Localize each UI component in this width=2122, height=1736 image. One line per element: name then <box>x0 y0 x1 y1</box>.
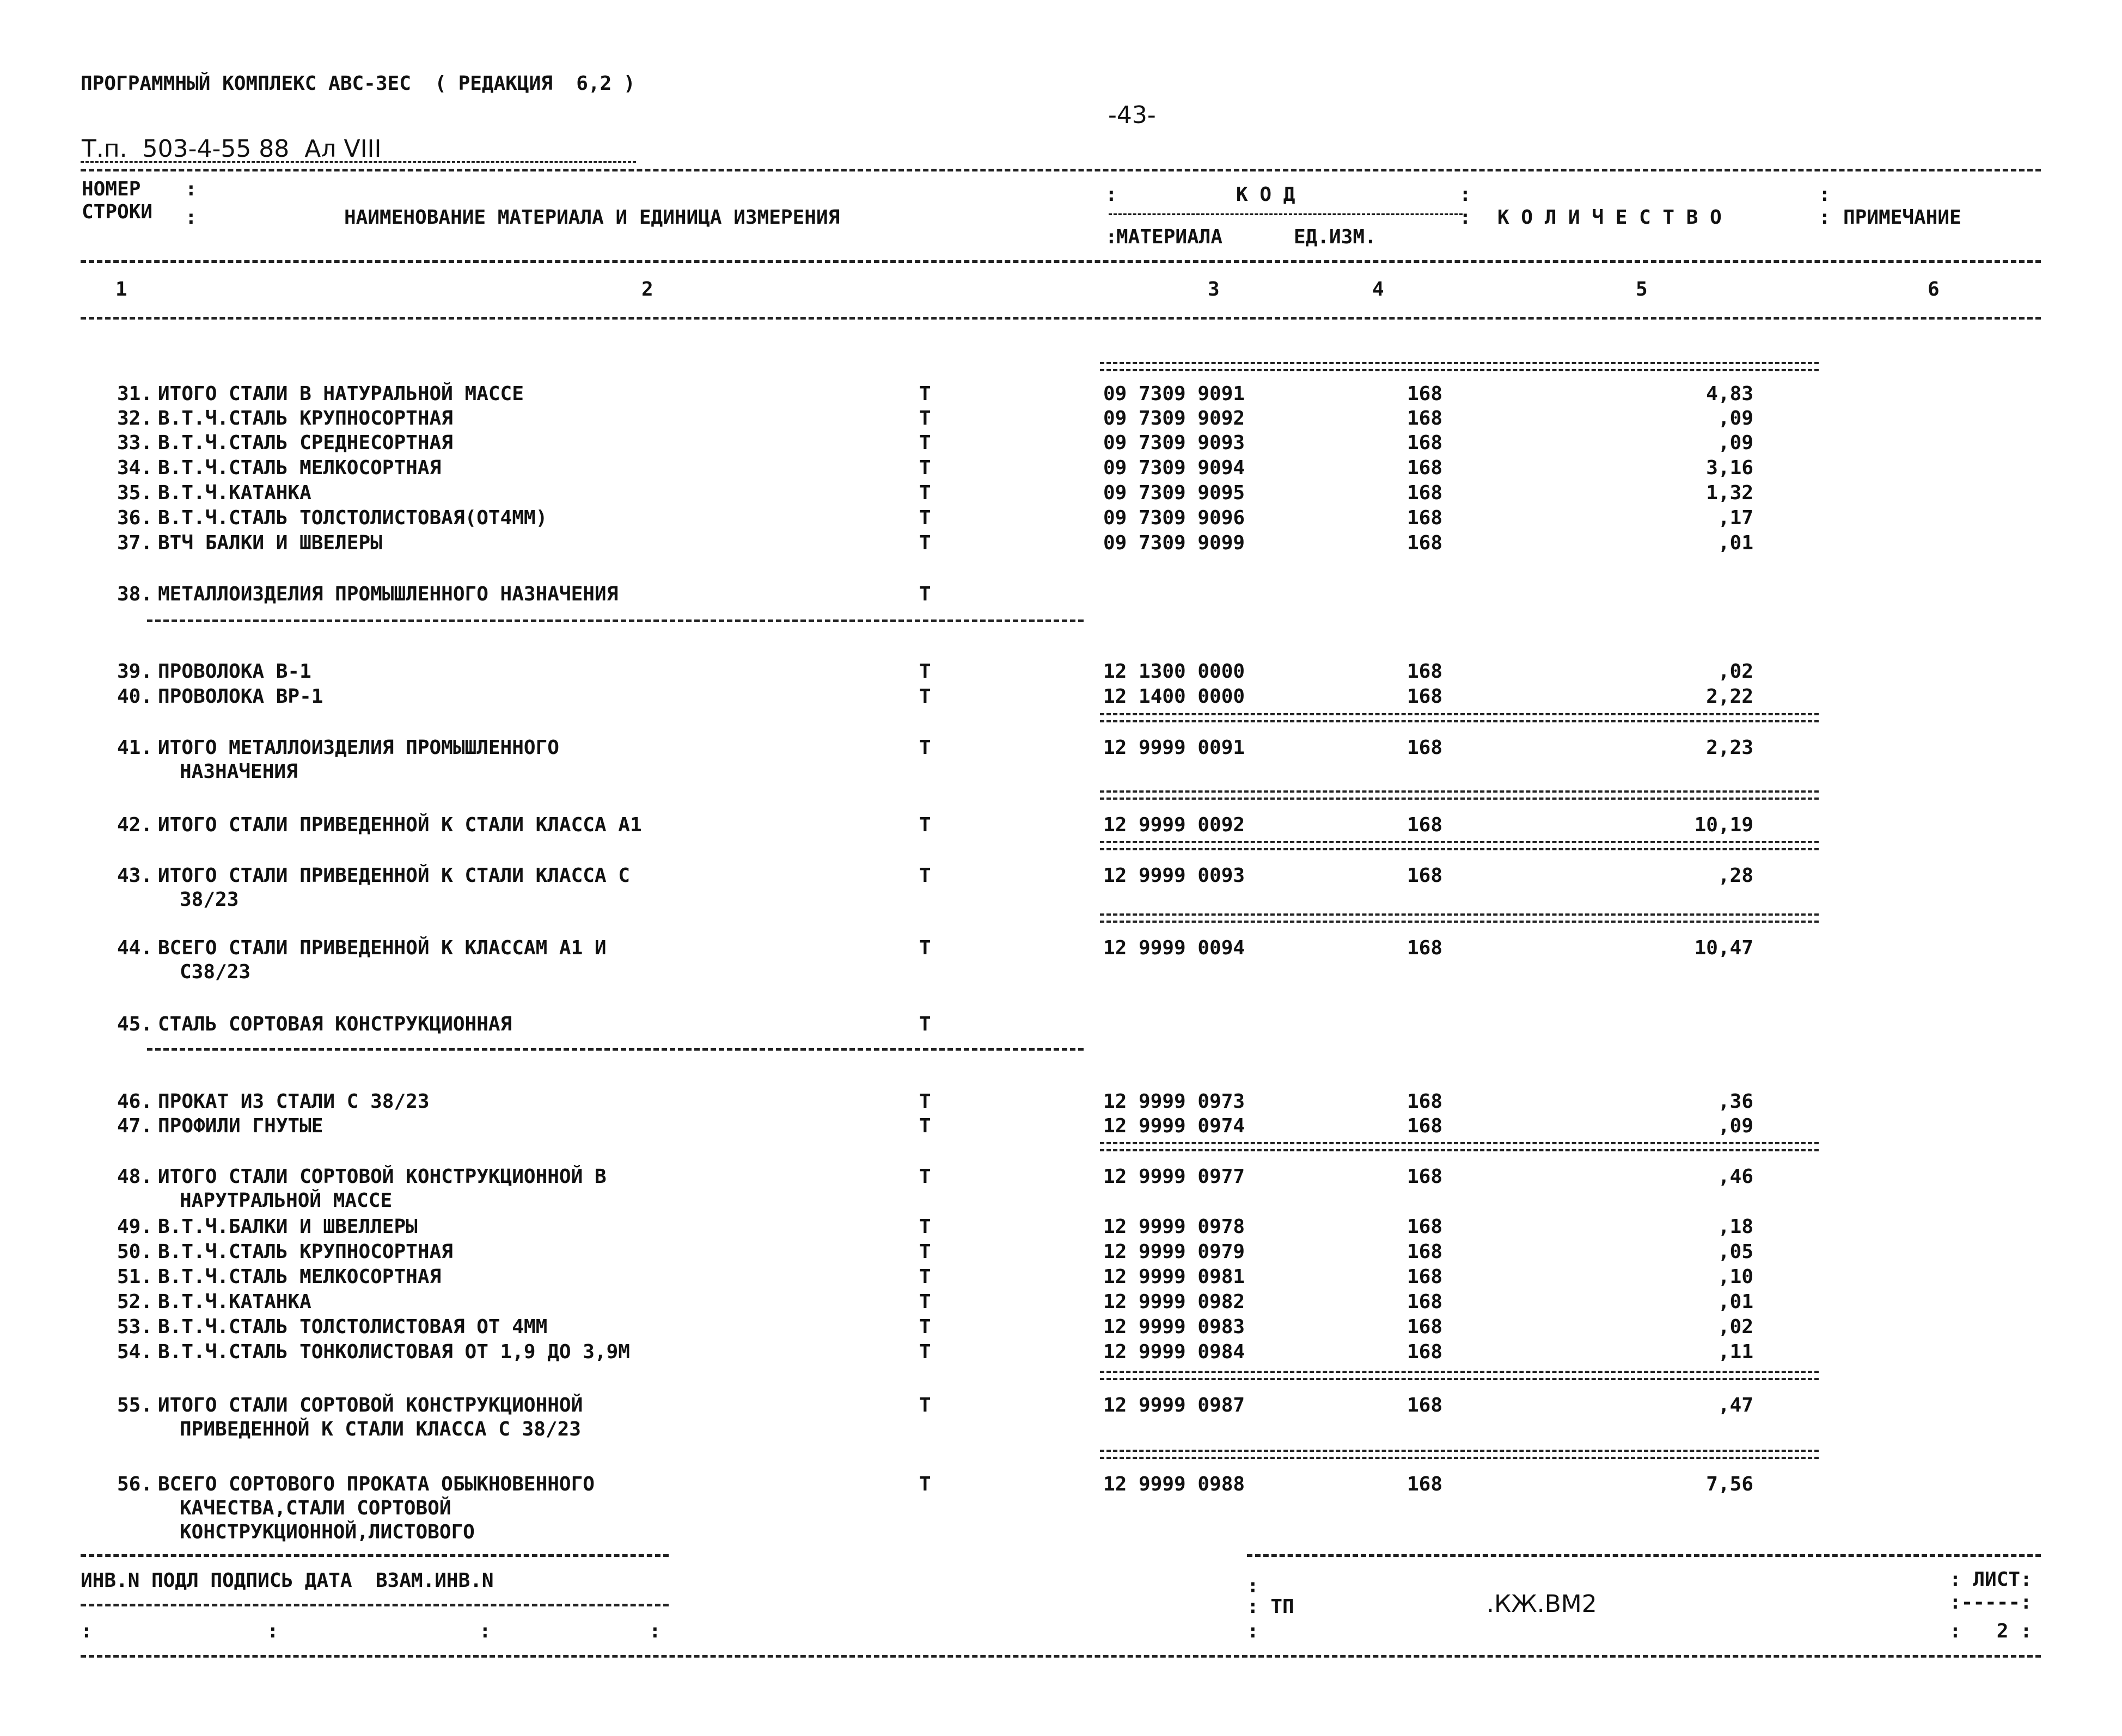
row-number: 38. <box>117 583 152 605</box>
row-number: 56. <box>117 1473 152 1495</box>
double-rule <box>1100 1142 1819 1151</box>
row-name: В.Т.Ч.СТАЛЬ ТОЛСТОЛИСТОВАЯ ОТ 4ММ <box>158 1316 548 1338</box>
row-material-code: 09 7309 9099 <box>1103 532 1245 554</box>
row-quantity: 10,47 <box>1694 937 1753 959</box>
row-unit-code: 168 <box>1407 457 1443 479</box>
row-unit-code: 168 <box>1407 1394 1443 1416</box>
table-row <box>0 456 2122 480</box>
row-number: 42. <box>117 814 152 836</box>
row-material-code: 12 9999 0093 <box>1103 864 1245 887</box>
row-name: СТАЛЬ СОРТОВАЯ КОНСТРУКЦИОННАЯ <box>158 1013 512 1035</box>
row-number: 50. <box>117 1241 152 1263</box>
row-name: МЕТАЛЛОИЗДЕЛИЯ ПРОМЫШЛЕННОГО НАЗНАЧЕНИЯ <box>158 583 619 605</box>
row-unit: Т <box>919 457 931 479</box>
row-name: ПРОВОЛОКА ВР-1 <box>158 685 323 708</box>
row-number: 40. <box>117 685 152 708</box>
table-row <box>0 407 2122 431</box>
row-unit: Т <box>919 383 931 405</box>
row-material-code: 12 9999 0979 <box>1103 1241 1245 1263</box>
row-name: В.Т.Ч.КАТАНКА <box>158 482 311 504</box>
row-material-code: 12 9999 0988 <box>1103 1473 1245 1495</box>
row-quantity: ,18 <box>1717 1216 1753 1238</box>
row-name: ПРОВОЛОКА В-1 <box>158 660 311 683</box>
sep: : <box>1247 1620 1259 1642</box>
col-idx-5: 5 <box>1636 278 1648 300</box>
row-quantity: ,01 <box>1717 532 1753 554</box>
table-row <box>0 1394 2122 1440</box>
sep: : <box>1247 1575 1259 1597</box>
page-mark: -43- <box>1108 101 1156 129</box>
row-quantity: ,02 <box>1717 1316 1753 1338</box>
row-name: КАЧЕСТВА,СТАЛИ СОРТОВОЙ <box>180 1497 451 1519</box>
row-number: 39. <box>117 660 152 683</box>
double-rule <box>1100 362 1819 371</box>
row-name: ПРОФИЛИ ГНУТЫЕ <box>158 1115 323 1137</box>
row-unit: Т <box>919 1115 931 1137</box>
row-quantity: ,09 <box>1717 1115 1753 1137</box>
row-unit-code: 168 <box>1407 814 1443 836</box>
row-unit: Т <box>919 660 931 683</box>
row-name: 38/23 <box>180 888 239 911</box>
row-number: 35. <box>117 482 152 504</box>
colon-mark: : <box>1949 1620 1997 1642</box>
table-row <box>0 382 2122 406</box>
row-number: 32. <box>117 407 152 430</box>
stamp-mid-rule <box>81 1604 669 1606</box>
table-row <box>0 506 2122 530</box>
sep: : <box>1459 183 1471 206</box>
row-unit: Т <box>919 685 931 708</box>
table-row <box>0 660 2122 684</box>
row-name: В.Т.Ч.СТАЛЬ МЕЛКОСОРТНАЯ <box>158 1266 442 1288</box>
row-unit-code: 168 <box>1407 1165 1443 1188</box>
row-material-code: 12 1300 0000 <box>1103 660 1245 683</box>
header-top-rule <box>81 169 2041 171</box>
row-unit-code: 168 <box>1407 1473 1443 1495</box>
row-unit: Т <box>919 1291 931 1313</box>
row-quantity: 2,22 <box>1706 685 1753 708</box>
sheet-number <box>1949 1620 2032 1643</box>
sheet-rule: :-----: <box>1949 1591 2032 1614</box>
row-unit: Т <box>919 583 931 605</box>
row-unit-code: 168 <box>1407 660 1443 683</box>
row-unit-code: 168 <box>1407 507 1443 529</box>
colon-mark: : <box>1949 1568 1973 1591</box>
table-row <box>0 685 2122 709</box>
row-unit-code: 168 <box>1407 383 1443 405</box>
sep: : <box>1459 206 1471 229</box>
col-idx-1: 1 <box>115 278 127 300</box>
col-code-material: МАТЕРИАЛА <box>1116 226 1223 248</box>
row-material-code: 09 7309 9094 <box>1103 457 1245 479</box>
section-rule <box>147 619 1084 622</box>
row-number: 31. <box>117 383 152 405</box>
row-unit: Т <box>919 1216 931 1238</box>
row-name: ПРОКАТ ИЗ СТАЛИ С 38/23 <box>158 1090 430 1113</box>
row-name: ИТОГО СТАЛИ СОРТОВОЙ КОНСТРУКЦИОННОЙ В <box>158 1165 607 1188</box>
row-material-code: 12 9999 0982 <box>1103 1291 1245 1313</box>
row-number: 49. <box>117 1216 152 1238</box>
col-name-title: НАИМЕНОВАНИЕ МАТЕРИАЛА И ЕДИНИЦА ИЗМЕРЕНИЯ <box>344 206 840 229</box>
row-number: 34. <box>117 457 152 479</box>
row-quantity: ,05 <box>1717 1241 1753 1263</box>
row-material-code: 12 9999 0978 <box>1103 1216 1245 1238</box>
row-name: В.Т.Ч.СТАЛЬ СРЕДНЕСОРТНАЯ <box>158 432 453 454</box>
row-name: В.Т.Ч.БАЛКИ И ШВЕЛЛЕРЫ <box>158 1216 418 1238</box>
row-unit: Т <box>919 1165 931 1188</box>
row-unit: Т <box>919 532 931 554</box>
table-row <box>0 431 2122 455</box>
sep: : <box>1105 226 1117 248</box>
colon-mark: : <box>1247 1596 1271 1618</box>
table-row <box>0 1315 2122 1339</box>
double-rule <box>1100 913 1819 923</box>
row-unit-code: 168 <box>1407 737 1443 759</box>
row-number: 44. <box>117 937 152 959</box>
row-material-code: 09 7309 9095 <box>1103 482 1245 504</box>
row-number: 51. <box>117 1266 152 1288</box>
row-unit-code: 168 <box>1407 532 1443 554</box>
row-name: ВТЧ БАЛКИ И ШВЕЛЕРЫ <box>158 532 382 554</box>
row-name: С38/23 <box>180 961 251 983</box>
row-quantity: ,36 <box>1717 1090 1753 1113</box>
row-unit: Т <box>919 1241 931 1263</box>
row-quantity: ,09 <box>1717 407 1753 430</box>
row-number: 52. <box>117 1291 152 1313</box>
row-number: 55. <box>117 1394 152 1416</box>
row-unit-code: 168 <box>1407 432 1443 454</box>
row-unit: Т <box>919 814 931 836</box>
sheet-number-text: 2 <box>1996 1620 2009 1642</box>
col-qty-title: К О Л И Ч Е С Т В О <box>1497 206 1722 229</box>
table-row <box>0 582 2122 606</box>
row-quantity: 1,32 <box>1706 482 1753 504</box>
row-name: В.Т.Ч.КАТАНКА <box>158 1291 311 1313</box>
row-quantity: ,10 <box>1717 1266 1753 1288</box>
title-block-top-rule <box>1247 1554 2041 1557</box>
table-row <box>0 1265 2122 1289</box>
row-unit-code: 168 <box>1407 1291 1443 1313</box>
row-quantity: ,01 <box>1717 1291 1753 1313</box>
row-material-code: 09 7309 9091 <box>1103 383 1245 405</box>
table-row <box>0 481 2122 505</box>
section-rule <box>147 1048 1084 1051</box>
row-unit: Т <box>919 1090 931 1113</box>
row-material-code: 12 9999 0977 <box>1103 1165 1245 1188</box>
row-unit-code: 168 <box>1407 864 1443 887</box>
row-material-code: 12 9999 0987 <box>1103 1394 1245 1416</box>
code-split-rule <box>1109 213 1463 215</box>
sep: : <box>649 1620 661 1642</box>
col-code-unit: ЕД.ИЗМ. <box>1294 226 1377 248</box>
row-material-code: 12 9999 0983 <box>1103 1316 1245 1338</box>
sep: : <box>1819 206 1831 229</box>
row-unit: Т <box>919 864 931 887</box>
double-rule <box>1100 713 1819 722</box>
stamp-header: ИНВ.N ПОДЛ ПОДПИСЬ ДАТА ВЗАМ.ИНВ.N <box>81 1569 494 1592</box>
project-ref: Т.п. 503-4-55 88 Ал VIII <box>82 135 382 163</box>
row-unit-code: 168 <box>1407 1090 1443 1113</box>
project-ref-underline <box>81 161 636 163</box>
row-unit-code: 168 <box>1407 407 1443 430</box>
row-name: В.Т.Ч.СТАЛЬ ТОЛСТОЛИСТОВАЯ(ОТ4ММ) <box>158 507 548 529</box>
row-unit: Т <box>919 1266 931 1288</box>
row-number: 37. <box>117 532 152 554</box>
col-num-title: НОМЕР <box>82 178 141 200</box>
row-name: КОНСТРУКЦИОННОЙ,ЛИСТОВОГО <box>180 1521 475 1543</box>
row-material-code: 12 1400 0000 <box>1103 685 1245 708</box>
table-row <box>0 1165 2122 1212</box>
sep: : <box>185 178 197 200</box>
row-material-code: 09 7309 9092 <box>1103 407 1245 430</box>
page-bottom-rule <box>81 1655 2041 1658</box>
row-quantity: 4,83 <box>1706 383 1753 405</box>
row-unit-code: 168 <box>1407 1341 1443 1363</box>
row-material-code: 12 9999 0981 <box>1103 1266 1245 1288</box>
row-name: В.Т.Ч.СТАЛЬ ТОНКОЛИСТОВАЯ ОТ 1,9 ДО 3,9М <box>158 1341 630 1363</box>
row-unit: Т <box>919 482 931 504</box>
header-mid-rule <box>81 260 2041 263</box>
row-unit-code: 168 <box>1407 482 1443 504</box>
row-material-code: 12 9999 0092 <box>1103 814 1245 836</box>
table-row <box>0 1215 2122 1239</box>
sep: : <box>267 1620 279 1642</box>
row-unit-code: 168 <box>1407 1241 1443 1263</box>
col-note-title: ПРИМЕЧАНИЕ <box>1843 206 1961 229</box>
sep: : <box>479 1620 491 1642</box>
row-quantity: 3,16 <box>1706 457 1753 479</box>
table-row <box>0 1290 2122 1314</box>
row-name: ИТОГО МЕТАЛЛОИЗДЕЛИЯ ПРОМЫШЛЕННОГО <box>158 737 559 759</box>
row-material-code: 09 7309 9096 <box>1103 507 1245 529</box>
table-row <box>0 736 2122 783</box>
row-unit: Т <box>919 407 931 430</box>
row-unit: Т <box>919 737 931 759</box>
row-unit: Т <box>919 937 931 959</box>
row-unit-code: 168 <box>1407 1216 1443 1238</box>
row-unit-code: 168 <box>1407 1266 1443 1288</box>
double-rule <box>1100 1371 1819 1380</box>
row-quantity: ,46 <box>1717 1165 1753 1188</box>
row-quantity: ,02 <box>1717 660 1753 683</box>
row-quantity: ,28 <box>1717 864 1753 887</box>
row-name: В.Т.Ч.СТАЛЬ КРУПНОСОРТНАЯ <box>158 1241 453 1263</box>
program-title: ПРОГРАММНЫЙ КОМПЛЕКС АВС-3ЕС ( РЕДАКЦИЯ 6,2 ) <box>81 72 635 95</box>
double-rule <box>1100 1450 1819 1459</box>
row-quantity: 2,23 <box>1706 737 1753 759</box>
row-material-code: 09 7309 9093 <box>1103 432 1245 454</box>
table-row <box>0 1114 2122 1138</box>
row-number: 53. <box>117 1316 152 1338</box>
col-code-title: К О Д <box>1236 183 1295 206</box>
row-number: 47. <box>117 1115 152 1137</box>
row-quantity: 10,19 <box>1694 814 1753 836</box>
table-row <box>0 1473 2122 1543</box>
sep: : <box>1105 183 1117 206</box>
sep: : <box>1819 183 1831 206</box>
table-row <box>0 1240 2122 1264</box>
row-material-code: 12 9999 0974 <box>1103 1115 1245 1137</box>
double-rule <box>1100 790 1819 800</box>
tp-label <box>1247 1595 1294 1619</box>
row-material-code: 12 9999 0094 <box>1103 937 1245 959</box>
row-unit-code: 168 <box>1407 1316 1443 1338</box>
row-unit: Т <box>919 507 931 529</box>
row-material-code: 12 9999 0091 <box>1103 737 1245 759</box>
row-quantity: 7,56 <box>1706 1473 1753 1495</box>
row-name: В.Т.Ч.СТАЛЬ МЕЛКОСОРТНАЯ <box>158 457 442 479</box>
table-row <box>0 1340 2122 1364</box>
col-num-title-2: СТРОКИ <box>82 201 153 223</box>
row-number: 45. <box>117 1013 152 1035</box>
row-name: ИТОГО СТАЛИ ПРИВЕДЕННОЙ К СТАЛИ КЛАССА А1 <box>158 814 642 836</box>
row-name: ИТОГО СТАЛИ ПРИВЕДЕННОЙ К СТАЛИ КЛАССА С <box>158 864 630 887</box>
header-bottom-rule <box>81 317 2041 320</box>
row-number: 43. <box>117 864 152 887</box>
col-idx-3: 3 <box>1208 278 1220 300</box>
row-number: 46. <box>117 1090 152 1113</box>
sheet-label-text: ЛИСТ <box>1973 1568 2021 1591</box>
table-row <box>0 864 2122 911</box>
col-idx-6: 6 <box>1928 278 1940 300</box>
colon-mark: : <box>2020 1568 2032 1591</box>
row-name: ИТОГО СТАЛИ СОРТОВОЙ КОНСТРУКЦИОННОЙ <box>158 1394 583 1416</box>
row-name: НАЗНАЧЕНИЯ <box>180 760 298 783</box>
row-number: 33. <box>117 432 152 454</box>
row-name: ВСЕГО СТАЛИ ПРИВЕДЕННОЙ К КЛАССАМ А1 И <box>158 937 607 959</box>
row-unit: Т <box>919 1316 931 1338</box>
row-unit: Т <box>919 1341 931 1363</box>
row-unit: Т <box>919 1394 931 1416</box>
double-rule <box>1100 841 1819 850</box>
row-quantity: ,47 <box>1717 1394 1753 1416</box>
row-unit-code: 168 <box>1407 1115 1443 1137</box>
stamp-top-rule <box>81 1554 669 1557</box>
row-number: 41. <box>117 737 152 759</box>
row-name: ВСЕГО СОРТОВОГО ПРОКАТА ОБЫКНОВЕННОГО <box>158 1473 595 1495</box>
row-material-code: 12 9999 0973 <box>1103 1090 1245 1113</box>
row-unit: Т <box>919 1013 931 1035</box>
row-unit: Т <box>919 1473 931 1495</box>
sheet-label <box>1949 1568 2032 1592</box>
row-quantity: ,11 <box>1717 1341 1753 1363</box>
table-row <box>0 936 2122 983</box>
row-number: 48. <box>117 1165 152 1188</box>
row-number: 54. <box>117 1341 152 1363</box>
col-idx-4: 4 <box>1372 278 1384 300</box>
table-row <box>0 1013 2122 1036</box>
row-number: 36. <box>117 507 152 529</box>
col-idx-2: 2 <box>641 278 653 300</box>
table-row <box>0 813 2122 837</box>
doc-code: .КЖ.ВМ2 <box>1487 1590 1597 1618</box>
table-row <box>0 531 2122 555</box>
sep: : <box>81 1620 93 1642</box>
row-unit: Т <box>919 432 931 454</box>
row-unit-code: 168 <box>1407 937 1443 959</box>
row-material-code: 12 9999 0984 <box>1103 1341 1245 1363</box>
colon-mark: : <box>2008 1620 2032 1642</box>
row-name: В.Т.Ч.СТАЛЬ КРУПНОСОРТНАЯ <box>158 407 453 430</box>
table-row <box>0 1090 2122 1114</box>
row-quantity: ,09 <box>1717 432 1753 454</box>
tp-label-text: ТП <box>1270 1596 1294 1618</box>
row-quantity: ,17 <box>1717 507 1753 529</box>
row-unit-code: 168 <box>1407 685 1443 708</box>
row-name: НАРУТРАЛЬНОЙ МАССЕ <box>180 1189 393 1212</box>
row-name: ПРИВЕДЕННОЙ К СТАЛИ КЛАССА С 38/23 <box>180 1418 581 1440</box>
row-name: ИТОГО СТАЛИ В НАТУРАЛЬНОЙ МАССЕ <box>158 383 524 405</box>
sep: : <box>185 206 197 229</box>
